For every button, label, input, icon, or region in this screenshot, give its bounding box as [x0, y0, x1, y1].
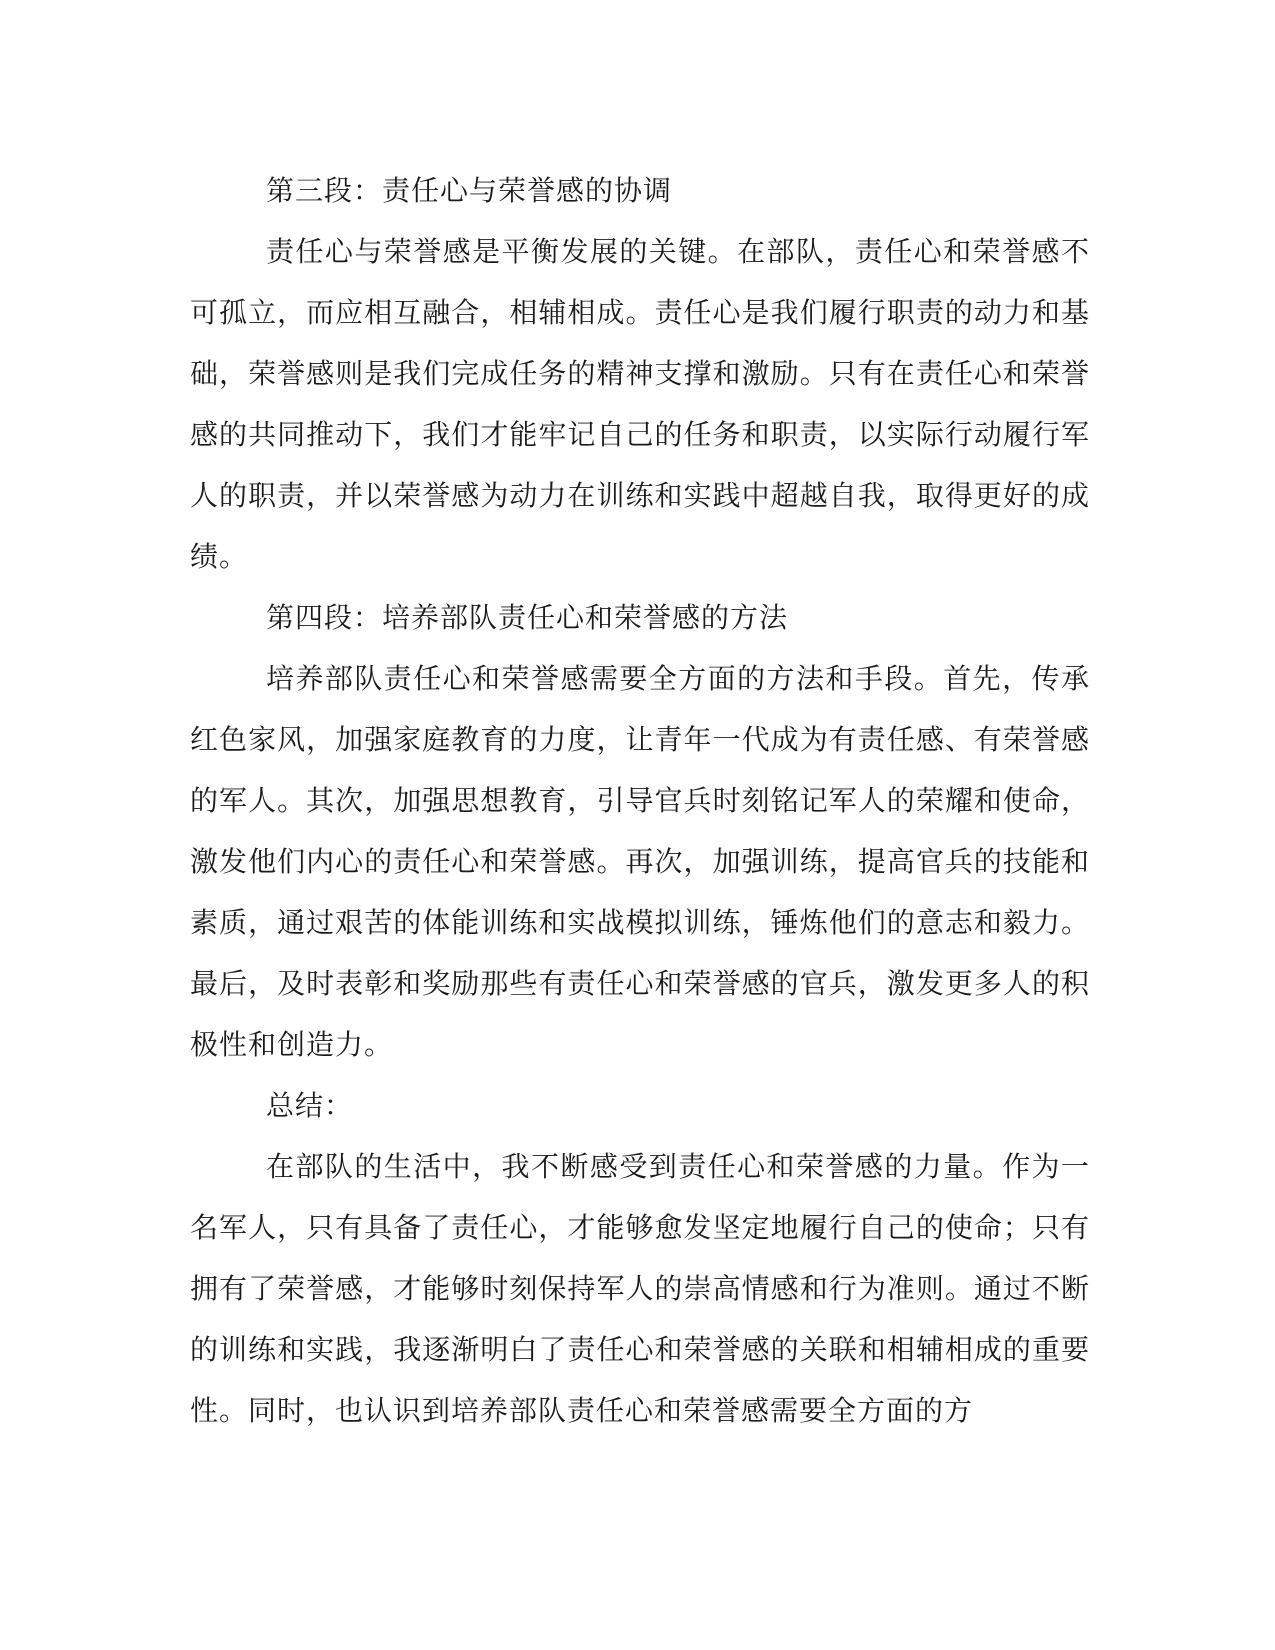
section-4-heading: 第四段：培养部队责任心和荣誉感的方法: [266, 601, 789, 634]
section-4-paragraph: 培养部队责任心和荣誉感需要全方面的方法和手段。首先，传承红色家风，加强家庭教育的力度，让青年一代成为有责任感、有荣誉感的军人。其次，加强思想教育，引导官兵时刻铭记军人的荣耀和使命，激发他们内心的责任心和荣誉感。再次，加强训练，提高官兵的技能和素质，通过艰苦的体能训练和实战模拟训练，锤炼他们的意志和毅力。最后，及时表彰和奖励那些有责任心和荣誉感的官兵，激发更多人的积极性和创造力。: [190, 662, 1090, 1061]
section-3-paragraph: 责任心与荣誉感是平衡发展的关键。在部队，责任心和荣誉感不可孤立，而应相互融合，相辅相成。责任心是我们履行职责的动力和基础，荣誉感则是我们完成任务的精神支撑和激励。只有在责任心和荣誉感的共同推动下，我们才能牢记自己的任务和职责，以实际行动履行军人的职责，并以荣誉感为动力在训练和实践中超越自我，取得更好的成绩。: [190, 235, 1090, 573]
section-3-heading: 第三段：责任心与荣誉感的协调: [266, 174, 673, 207]
document-page: [190, 160, 1090, 1441]
summary-heading: 总结：: [266, 1089, 354, 1122]
summary-paragraph: 在部队的生活中，我不断感受到责任心和荣誉感的力量。作为一名军人，只有具备了责任心，才能够愈发坚定地履行自己的使命；只有拥有了荣誉感，才能够时刻保持军人的崇高情感和行为准则。通过不断的训练和实践，我逐渐明白了责任心和荣誉感的关联和相辅相成的重要性。同时，也认识到培养部队责任心和荣誉感需要全方面的方: [190, 1150, 1090, 1427]
